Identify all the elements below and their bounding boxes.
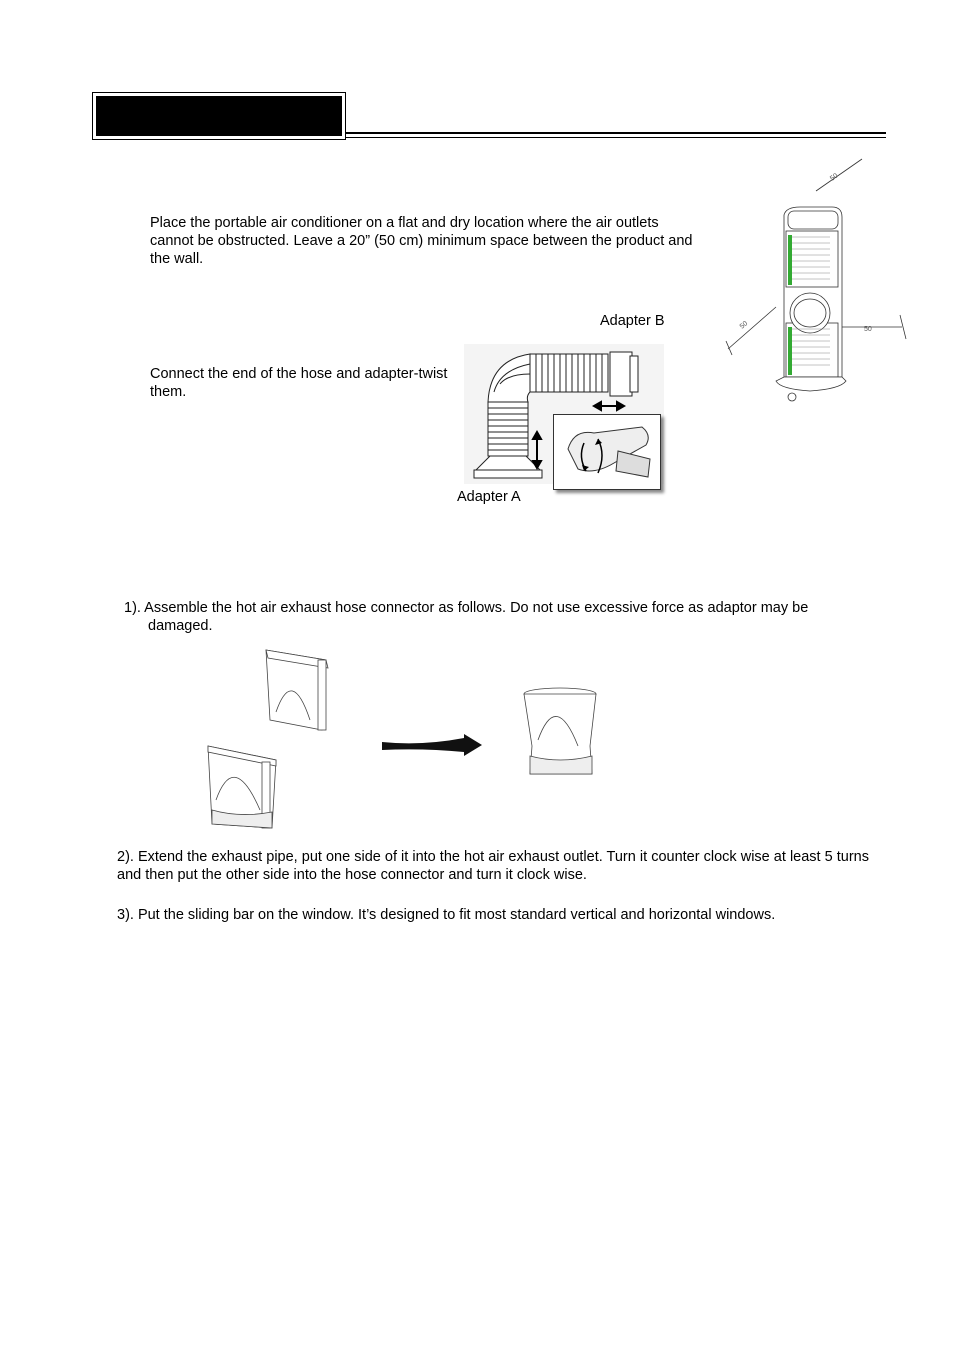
clearance-label-left: 50 <box>738 320 750 331</box>
connector-assembled <box>520 686 602 778</box>
placement-instructions: Place the portable air conditioner on a flat and dry location where the air outlets cannot be obstructed. Leave a 20” (50 cm) minimum space between the product and the wall. <box>150 215 693 267</box>
header-rule-thin <box>346 137 886 138</box>
clearance-label-right: 50 <box>864 326 872 333</box>
step-3-text: 3). Put the sliding bar on the window. It’s designed to fit most standard vertical and horizontal windows. <box>117 907 776 923</box>
clearance-label-top: 50 <box>829 172 840 183</box>
adapter-a-label: Adapter A <box>457 489 521 505</box>
connector-part-upper <box>262 646 334 736</box>
connector-part-lower <box>204 740 280 832</box>
header-rule <box>346 132 886 134</box>
step-2-text: 2). Extend the exhaust pipe, put one side of it into the hot air exhaust outlet. Turn it counter clock wise at least 5 turns and then put the other side into the hose connector and turn it clock wise. <box>117 849 869 883</box>
step-1-text <box>124 599 876 635</box>
adapter-b-label: Adapter B <box>600 313 665 329</box>
air-conditioner-clearance-diagram <box>720 155 910 415</box>
hand-twist-illustration <box>554 415 660 489</box>
connect-instructions: Connect the end of the hose and adapter-twist them. <box>150 366 448 400</box>
step-1-label: 1). Assemble the hot air exhaust hose connector as follows. Do not use excessive force as adaptor may be damaged. <box>124 600 809 634</box>
twist-detail-inset <box>553 414 661 490</box>
section-header-block <box>96 96 342 136</box>
assembly-arrow-icon <box>382 734 484 756</box>
